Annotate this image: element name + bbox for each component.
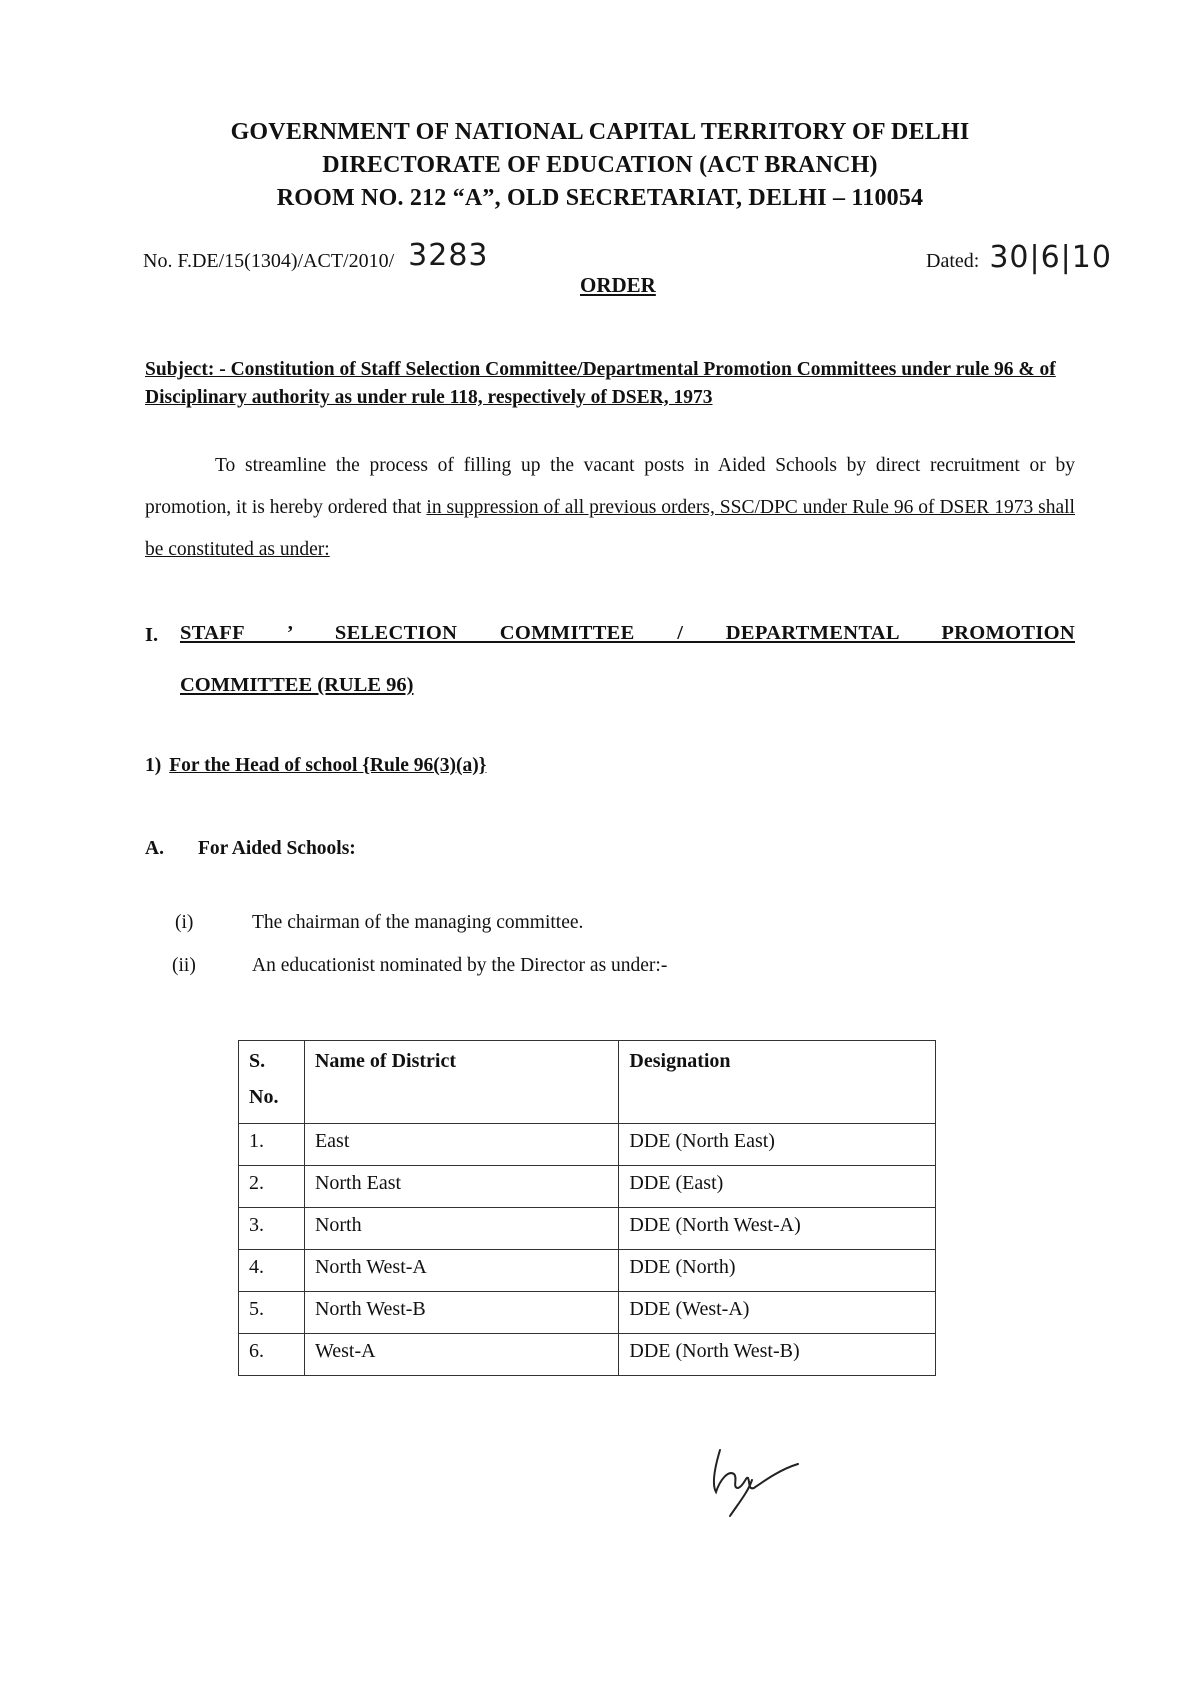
cell-district: North West-A xyxy=(304,1250,618,1292)
cell-designation: DDE (West-A) xyxy=(619,1292,936,1334)
cell-designation: DDE (North West-A) xyxy=(619,1208,936,1250)
date-line xyxy=(926,240,1112,275)
cell-district: North xyxy=(304,1208,618,1250)
cell-sno: 6. xyxy=(239,1334,305,1376)
date-label: Dated: xyxy=(926,250,980,272)
subject-line: Subject: - Constitution of Staff Selection Committee/Departmental Promotion Committees under rule 96 & of Disciplinary authority as under rule 118, respectively of DSER, 1973 xyxy=(145,359,1056,408)
cell-designation: DDE (North) xyxy=(619,1250,936,1292)
subsection-title: For the Head of school {Rule 96(3)(a)} xyxy=(169,755,487,776)
subsection-a-title: For Aided Schools: xyxy=(197,838,356,859)
subsection-a-heading xyxy=(145,838,356,860)
cell-district: North West-B xyxy=(304,1292,618,1334)
cell-designation: DDE (North West-B) xyxy=(619,1334,936,1376)
cell-district: West-A xyxy=(304,1334,618,1376)
table-row xyxy=(239,1166,936,1208)
table-row xyxy=(239,1208,936,1250)
cell-sno: 5. xyxy=(239,1292,305,1334)
letterhead-line-2: DIRECTORATE OF EDUCATION (ACT BRANCH) xyxy=(322,152,878,178)
table-row xyxy=(239,1334,936,1376)
list-item-text: The chairman of the managing committee. xyxy=(252,912,584,933)
section-title-line-1: STAFF ’ SELECTION COMMITTEE / DEPARTMENTAL PROMOTION xyxy=(180,622,1075,644)
table-header-row xyxy=(239,1041,936,1124)
section-number: I. xyxy=(145,624,159,646)
subsection-heading xyxy=(145,755,486,777)
letterhead xyxy=(0,116,1200,215)
paragraph-part-2: in suppression of all previous orders, SSC/DPC under Rule 96 of DSER 1973 shall be constituted as under: xyxy=(145,497,1075,560)
cell-designation: DDE (North East) xyxy=(619,1124,936,1166)
cell-designation: DDE (East) xyxy=(619,1166,936,1208)
list-item-marker: (i) xyxy=(175,912,194,933)
cell-sno: 4. xyxy=(239,1250,305,1292)
table-row xyxy=(239,1292,936,1334)
subsection-a-letter: A. xyxy=(145,838,164,859)
district-table xyxy=(238,1040,936,1376)
signature xyxy=(708,1440,808,1520)
subsection-number: 1) xyxy=(145,755,162,776)
cell-district: East xyxy=(304,1124,618,1166)
header-sno: S. No. xyxy=(239,1041,305,1124)
body-paragraph xyxy=(145,445,1075,571)
file-number xyxy=(143,238,489,273)
file-number-label: No. F.DE/15(1304)/ACT/2010/ xyxy=(143,250,395,272)
header-designation: Designation xyxy=(619,1041,936,1124)
section-title-line-2: COMMITTEE (RULE 96) xyxy=(180,674,414,696)
cell-sno: 3. xyxy=(239,1208,305,1250)
table-row xyxy=(239,1250,936,1292)
table-row xyxy=(239,1124,936,1166)
date-handwritten: 30|6|10 xyxy=(989,240,1112,275)
list-item-text: An educationist nominated by the Director as under:- xyxy=(252,955,668,976)
letterhead-line-3: ROOM NO. 212 “A”, OLD SECRETARIAT, DELHI – 110054 xyxy=(276,185,924,211)
order-title: ORDER xyxy=(580,273,656,297)
file-number-handwritten: 3283 xyxy=(408,238,489,273)
list-item-marker: (ii) xyxy=(172,955,196,976)
paragraph-part-1: To streamline the process of filling up the vacant posts in Aided Schools by direct recruitment or by promotion, it is hereby ordered that xyxy=(145,455,1075,518)
cell-sno: 1. xyxy=(239,1124,305,1166)
cell-sno: 2. xyxy=(239,1166,305,1208)
header-district: Name of District xyxy=(304,1041,618,1124)
cell-district: North East xyxy=(304,1166,618,1208)
letterhead-line-1: GOVERNMENT OF NATIONAL CAPITAL TERRITORY OF DELHI xyxy=(230,119,970,145)
